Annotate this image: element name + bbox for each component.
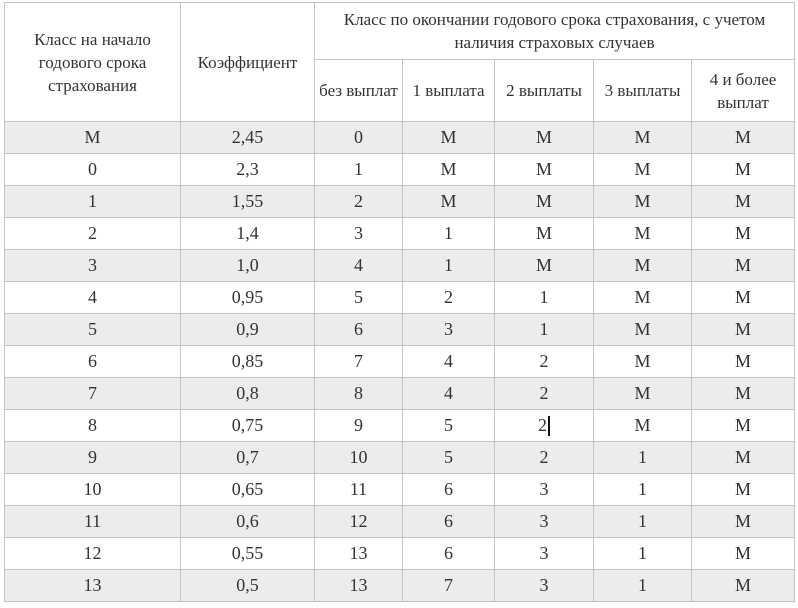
table-cell: 3 [403, 314, 495, 346]
table-row [5, 186, 795, 218]
subheader-1-payout: 1 выплата [403, 60, 495, 122]
table-cell: 0,7 [181, 442, 315, 474]
table-cell: 13 [315, 538, 403, 570]
table-cell: 1 [594, 538, 692, 570]
table-cell: М [594, 154, 692, 186]
table-cell: 3 [315, 218, 403, 250]
table-cell: 12 [5, 538, 181, 570]
text-cursor [548, 416, 550, 436]
table-cell: М [692, 378, 795, 410]
header-class-end: Класс по окончании годового срока страхования, с учетом наличия страховых случаев [315, 3, 795, 60]
table-cell: М [594, 186, 692, 218]
table-cell: М [594, 378, 692, 410]
table-cell: 11 [315, 474, 403, 506]
table-cell: 2,45 [181, 122, 315, 154]
table-row [5, 346, 795, 378]
table-cell: М [692, 538, 795, 570]
table-cell: 0,55 [181, 538, 315, 570]
table-cell: М [692, 506, 795, 538]
table-cell: М [692, 250, 795, 282]
table-cell: 8 [315, 378, 403, 410]
table-row [5, 474, 795, 506]
table-row [5, 218, 795, 250]
table-cell: 0,95 [181, 282, 315, 314]
table-cell: М [594, 250, 692, 282]
table-cell: 3 [5, 250, 181, 282]
table-cell: 0,9 [181, 314, 315, 346]
table-cell: 2 [315, 186, 403, 218]
table-cell: 5 [315, 282, 403, 314]
table-cell: 1 [594, 506, 692, 538]
table-row [5, 506, 795, 538]
table-cell: М [692, 570, 795, 602]
table-cell: 6 [403, 538, 495, 570]
table-row [5, 570, 795, 602]
table-cell: М [692, 442, 795, 474]
table-cell: 10 [315, 442, 403, 474]
table-cell: 6 [403, 474, 495, 506]
table-cell: 5 [5, 314, 181, 346]
table-cell: 13 [315, 570, 403, 602]
table-cell: М [594, 346, 692, 378]
table-cell: 0,8 [181, 378, 315, 410]
table-cell: М [692, 474, 795, 506]
table-row [5, 410, 795, 442]
table-cell: М [495, 250, 594, 282]
table-cell: 0,75 [181, 410, 315, 442]
table-cell: М [594, 314, 692, 346]
table-row [5, 154, 795, 186]
table-cell: 1 [495, 314, 594, 346]
table-cell: 6 [5, 346, 181, 378]
subheader-3-payouts: 3 выплаты [594, 60, 692, 122]
table-cell: 1 [403, 250, 495, 282]
table-cell: М [403, 122, 495, 154]
table-cell: 7 [403, 570, 495, 602]
table-cell: 7 [5, 378, 181, 410]
table-body [5, 122, 795, 602]
table-row [5, 314, 795, 346]
table-cell: 5 [403, 410, 495, 442]
subheader-2-payouts: 2 выплаты [495, 60, 594, 122]
subheader-4plus-payouts: 4 и более выплат [692, 60, 795, 122]
table-cell: 4 [315, 250, 403, 282]
table-cell: М [495, 186, 594, 218]
table-cell: 0,6 [181, 506, 315, 538]
table-cell: М [403, 186, 495, 218]
table-cell: 9 [315, 410, 403, 442]
table-cell: М [594, 218, 692, 250]
table-cell: 4 [403, 378, 495, 410]
table-cell: 1 [315, 154, 403, 186]
table-cell: 6 [403, 506, 495, 538]
table-cell: М [692, 122, 795, 154]
table-cell: 0,5 [181, 570, 315, 602]
table-cell: 1,0 [181, 250, 315, 282]
table-cell: 0 [5, 154, 181, 186]
table-cell: 2 [495, 442, 594, 474]
kbm-table [4, 2, 795, 602]
table-cell: 6 [315, 314, 403, 346]
table-cell: 0,85 [181, 346, 315, 378]
table-cell: 9 [5, 442, 181, 474]
table-cell: М [692, 186, 795, 218]
table-cell: 3 [495, 570, 594, 602]
table-cell: М [594, 282, 692, 314]
table-cell: 2 [5, 218, 181, 250]
table-cell: М [594, 122, 692, 154]
table-cell: 1 [594, 570, 692, 602]
table-cell: 3 [495, 474, 594, 506]
table-cell: 4 [403, 346, 495, 378]
header-class-start: Класс на начало годового срока страхования [5, 3, 181, 122]
table-row [5, 538, 795, 570]
table-cell: 3 [495, 538, 594, 570]
table-cell: 12 [315, 506, 403, 538]
table-cell: М [495, 218, 594, 250]
table-cell: М [692, 410, 795, 442]
table-cell: 2,3 [181, 154, 315, 186]
table-cell: М [692, 314, 795, 346]
table-cell: 1 [495, 282, 594, 314]
table-cell: 10 [5, 474, 181, 506]
table-cell: 1,55 [181, 186, 315, 218]
table-row [5, 282, 795, 314]
table-cell: 1 [5, 186, 181, 218]
table-cell: М [692, 154, 795, 186]
table-row [5, 250, 795, 282]
table-cell: 0 [315, 122, 403, 154]
table-cell: М [692, 346, 795, 378]
table-row [5, 122, 795, 154]
subheader-no-payouts: без выплат [315, 60, 403, 122]
table-cell: М [5, 122, 181, 154]
table-cell: М [692, 282, 795, 314]
table-cell: 7 [315, 346, 403, 378]
table-cell: 1 [403, 218, 495, 250]
table-cell: М [495, 154, 594, 186]
table-row [5, 378, 795, 410]
table-cell: 1 [594, 442, 692, 474]
table-cell: 1 [594, 474, 692, 506]
table-cell: 3 [495, 506, 594, 538]
table-cell: 2 [495, 346, 594, 378]
table-cell: 1,4 [181, 218, 315, 250]
header-coefficient: Коэффициент [181, 3, 315, 122]
table-cell: 8 [5, 410, 181, 442]
table-cell: 5 [403, 442, 495, 474]
table-cell: 11 [5, 506, 181, 538]
table-cell: 2 [403, 282, 495, 314]
table-cell: 4 [5, 282, 181, 314]
table-cell: 13 [5, 570, 181, 602]
table-cell: М [594, 410, 692, 442]
table-cell: 0,65 [181, 474, 315, 506]
table-cell: 2 [495, 378, 594, 410]
table-cell: М [403, 154, 495, 186]
table-cell: М [495, 122, 594, 154]
table-cell: 2 [495, 410, 594, 442]
table-cell: М [692, 218, 795, 250]
table-row [5, 442, 795, 474]
